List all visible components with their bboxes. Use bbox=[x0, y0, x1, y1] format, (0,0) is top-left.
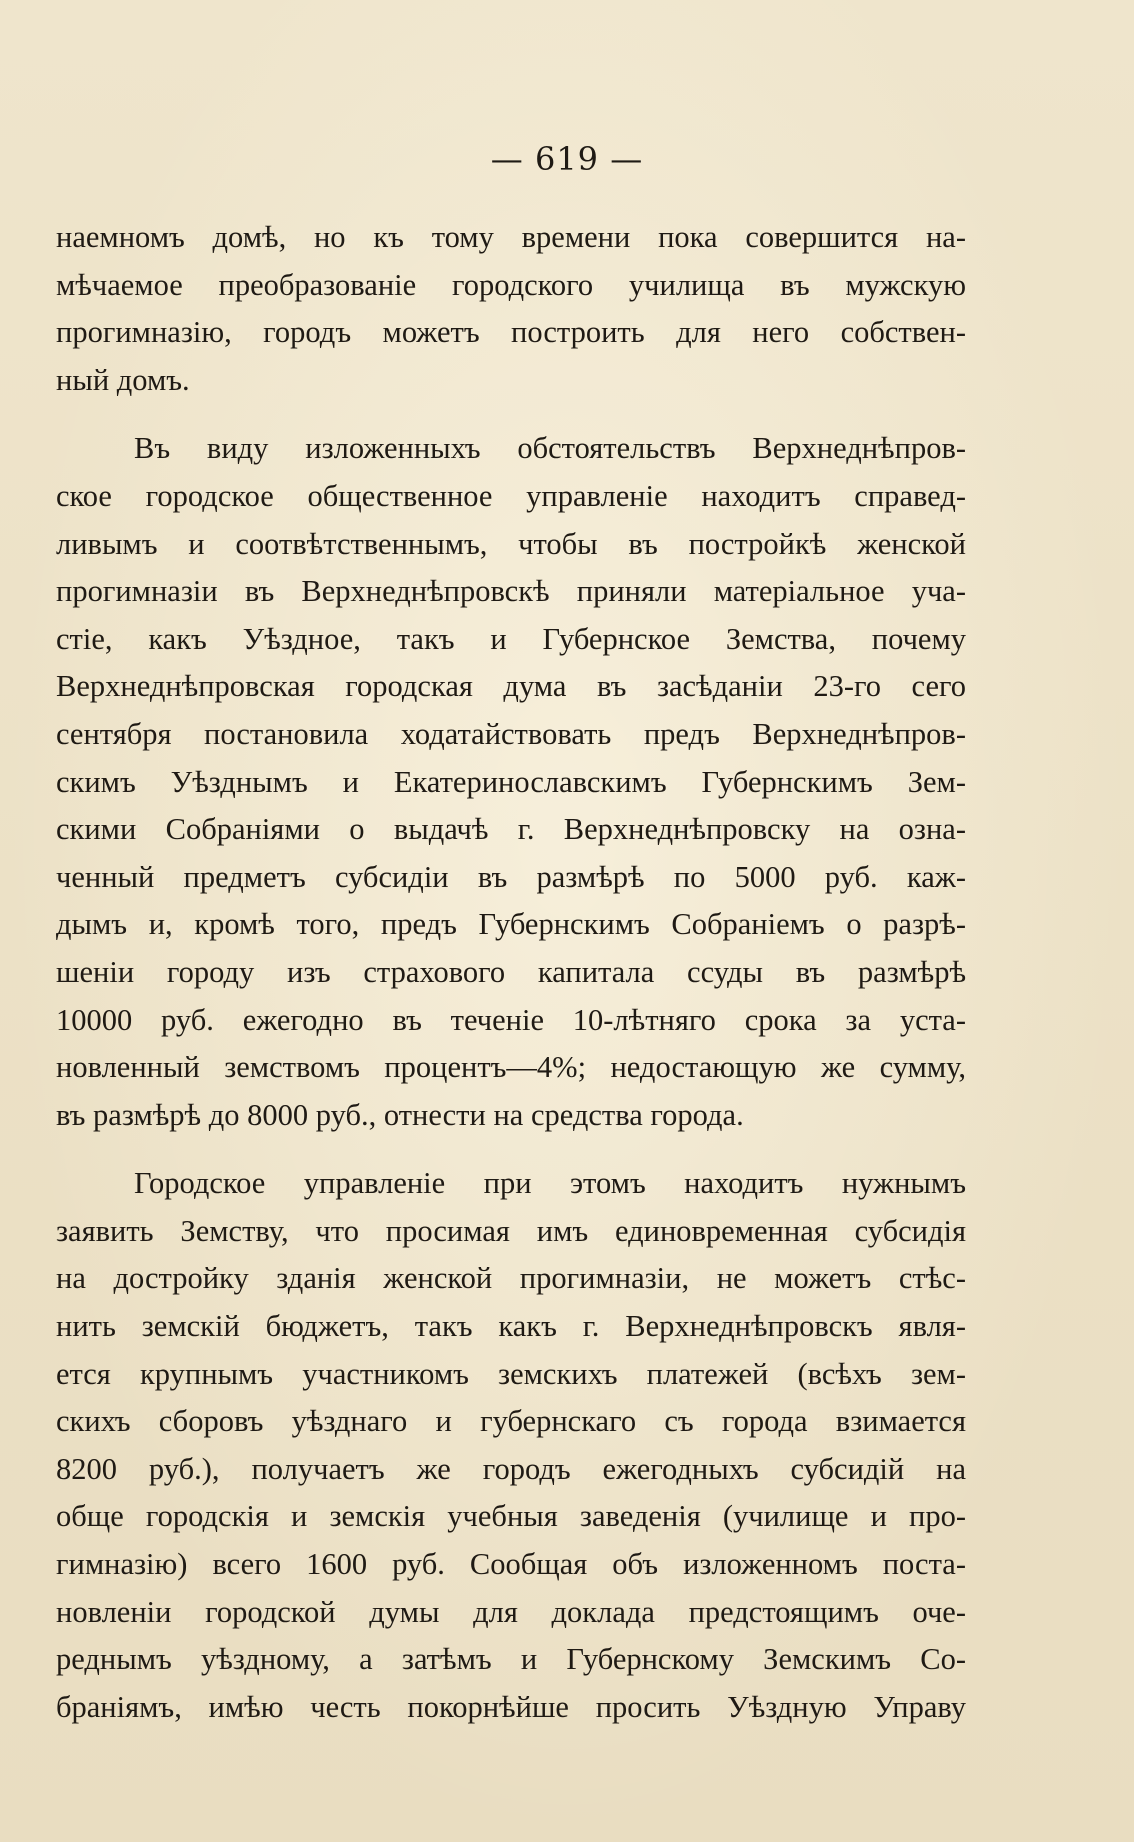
text-line: шеніи городу изъ страхового капитала ссуды въ размѣрѣ bbox=[56, 954, 966, 989]
text-line: ливымъ и соотвѣтственнымъ, чтобы въ постройкѣ женской bbox=[56, 526, 966, 561]
text-line: Городское управленіе при этомъ находитъ нужнымъ bbox=[134, 1166, 966, 1201]
text-line: обще городскія и земскія учебныя заведенія (училище и про- bbox=[56, 1499, 966, 1534]
page-number: — 619 — bbox=[490, 140, 644, 178]
paragraph-2 bbox=[56, 425, 966, 1139]
text-line: новленіи городской думы для доклада предстоящимъ оче- bbox=[56, 1594, 966, 1629]
text-line: гимназію) всего 1600 руб. Сообщая объ изложенномъ поста- bbox=[56, 1547, 966, 1582]
text-line: стіе, какъ Уѣздное, такъ и Губернское Земства, почему bbox=[56, 621, 966, 656]
text-line: скихъ сборовъ уѣзднаго и губернскаго съ города взимается bbox=[56, 1404, 966, 1439]
text-line: скимъ Уѣзднымъ и Екатеринославскимъ Губернскимъ Зем- bbox=[56, 764, 966, 799]
text-line: 10000 руб. ежегодно въ теченіе 10-лѣтняго срока за уста- bbox=[56, 1002, 966, 1037]
text-line: на достройку зданія женской прогимназіи, не можетъ стѣс- bbox=[56, 1261, 966, 1296]
text-line: мѣчаемое преобразованіе городского училища въ мужскую bbox=[56, 267, 966, 302]
text-line: наемномъ домѣ, но къ тому времени пока совершится на- bbox=[56, 220, 966, 254]
text-line: прогимназіи въ Верхнеднѣпровскѣ приняли матеріальное уча- bbox=[56, 574, 966, 609]
text-line: ный домъ. bbox=[56, 362, 190, 397]
text-line: заявить Земству, что просимая имъ единовременная субсидія bbox=[56, 1213, 966, 1248]
text-line: реднымъ уѣздному, а затѣмъ и Губернскому Земскимъ Со- bbox=[56, 1642, 966, 1677]
text-line: прогимназію, городъ можетъ построить для него собствен- bbox=[56, 315, 966, 350]
text-line: въ размѣрѣ до 8000 руб., отнести на средства города. bbox=[56, 1097, 744, 1132]
text-line: ченный предметъ субсидіи въ размѣрѣ по 5000 руб. каж- bbox=[56, 859, 966, 894]
body-text bbox=[56, 214, 966, 1752]
text-line: браніямъ, имѣю честь покорнѣйше просить Уѣздную Управу bbox=[56, 1689, 966, 1724]
text-line: 8200 руб.), получаетъ же городъ ежегодныхъ субсидій на bbox=[56, 1451, 966, 1486]
text-line: новленный земствомъ процентъ—4%; недостающую же сумму, bbox=[56, 1050, 966, 1085]
text-line: ское городское общественное управленіе находитъ справед- bbox=[56, 478, 966, 513]
text-line: дымъ и, кромѣ того, предъ Губернскимъ Собраніемъ о разрѣ- bbox=[56, 907, 966, 942]
text-line: скими Собраніями о выдачѣ г. Верхнеднѣпровску на озна- bbox=[56, 812, 966, 847]
paragraph-1 bbox=[56, 214, 966, 404]
text-line: ется крупнымъ участникомъ земскихъ платежей (всѣхъ зем- bbox=[56, 1356, 966, 1391]
paragraph-3 bbox=[56, 1160, 966, 1731]
text-line: нить земскій бюджетъ, такъ какъ г. Верхнеднѣпровскъ явля- bbox=[56, 1309, 966, 1344]
text-line: Въ виду изложенныхъ обстоятельствъ Верхнеднѣпров- bbox=[134, 431, 966, 466]
text-line: сентября постановила ходатайствовать предъ Верхнеднѣпров- bbox=[56, 716, 966, 751]
text-line: Верхнеднѣпровская городская дума въ засѣданіи 23-го сего bbox=[56, 669, 966, 704]
